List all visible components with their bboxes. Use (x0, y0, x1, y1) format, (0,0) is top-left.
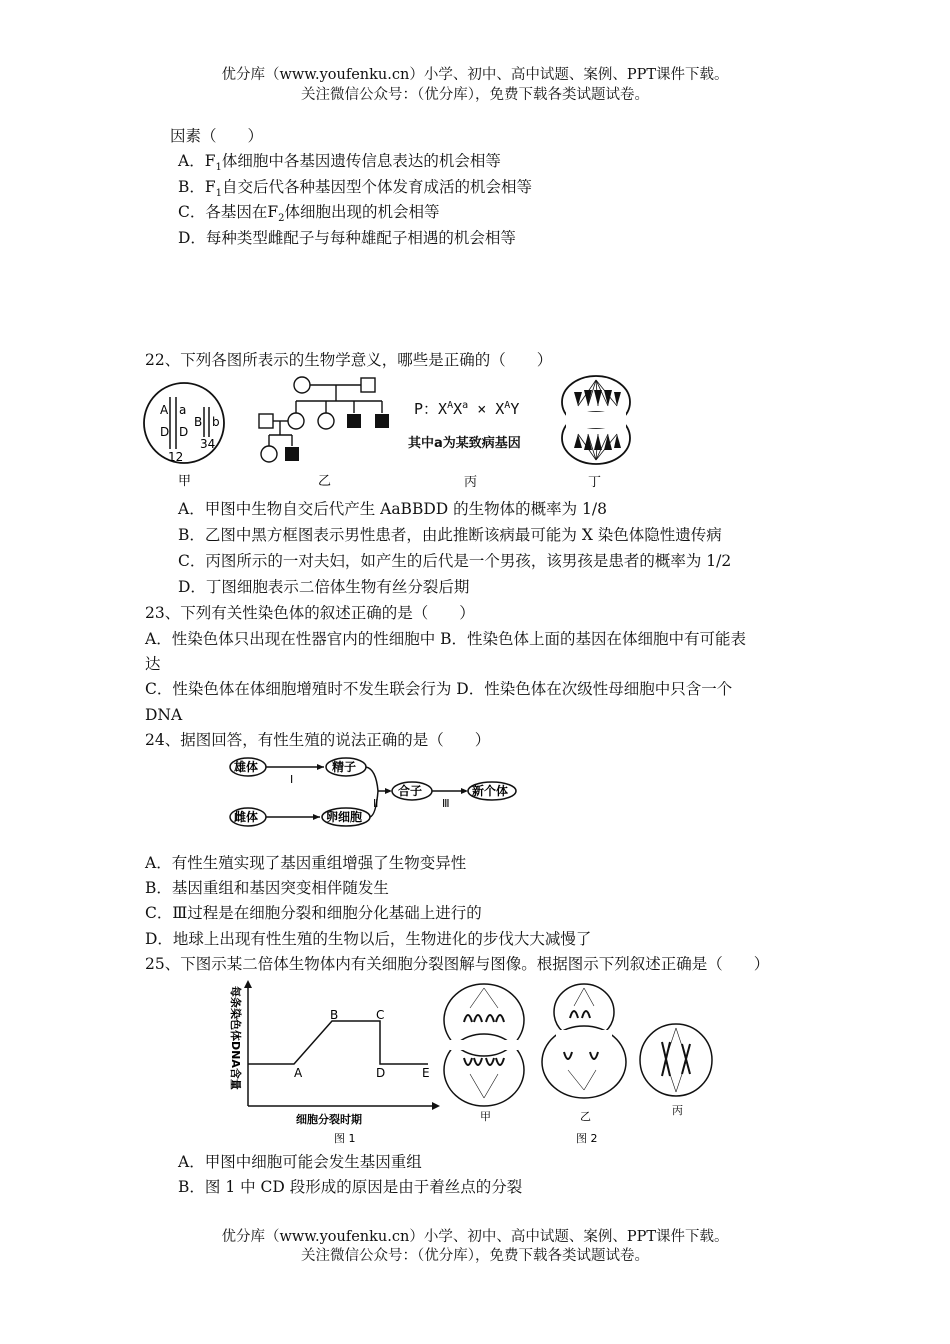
q23-line-3: C．性染色体在体细胞增殖时不发生联会行为 D．性染色体在次级性母细胞中只含一个 (145, 680, 733, 698)
graph-caption: 图 1 (334, 1132, 356, 1145)
q25-stem: 25、下图示某二倍体生物体内有关细胞分裂图解与图像。根据图示下列叙述正确是（ ） (145, 955, 770, 973)
cell-jia (444, 984, 524, 1123)
q25-cells-fig2 (440, 978, 720, 1148)
allele-d-mid: D (179, 425, 189, 439)
q22-stem: 22、下列各图所表示的生物学意义，哪些是正确的（ ） (145, 351, 553, 369)
node-sperm: 精子 (332, 760, 357, 774)
allele-a-lower: a (179, 403, 187, 417)
q21-option-b: B．$F_1$自交后代各种基因型个体发育成活的机会相等 (178, 178, 533, 200)
graph-ylabel: 每条染色体DNA含量 (229, 986, 242, 1090)
point-e: E (422, 1066, 430, 1080)
step-1-label: Ⅰ (290, 773, 294, 786)
gen2-affected-male-1 (347, 414, 361, 428)
graph-xlabel: 细胞分裂时期 (296, 1113, 362, 1126)
gen3-affected-male (285, 447, 299, 461)
q24-stem: 24、据图回答，有性生殖的说法正确的是（ ） (145, 731, 491, 749)
q23-line-2: 达 (145, 655, 161, 673)
gen2-female-2 (318, 413, 334, 429)
q22-option-b: B．乙图中黑方框图表示男性患者，由此推断该病最可能为 X 染色体隐性遗传病 (178, 526, 722, 544)
allele-d-left: D (160, 425, 170, 439)
q21-option-d: D．每种类型雌配子与每种雄配子相遇的机会相等 (178, 229, 516, 247)
q25-option-a: A．甲图中细胞可能会发生基因重组 (178, 1153, 422, 1171)
step-3-label: Ⅲ (442, 797, 450, 810)
q22-option-c: C．丙图所示的一对夫妇，如产生的后代是一个男孩，该男孩是患者的概率为 1/2 (178, 552, 732, 570)
node-female: 雌体 (234, 810, 259, 824)
gen1-male (361, 378, 375, 392)
point-b: B (330, 1008, 339, 1022)
q22-fig-bing-cross: P：$X^AX^a \times X^AY$ (414, 400, 520, 418)
q22-fig-ding-cell (556, 372, 638, 492)
q22-option-d: D．丁图细胞表示二倍体生物有丝分裂后期 (178, 578, 470, 596)
point-d: D (376, 1066, 386, 1080)
q21-option-c: C．各基因在$F_2$体细胞出现的机会相等 (178, 203, 440, 225)
chromosome-numbers-right: 34 (200, 437, 216, 451)
q22-fig-bing-note: 其中a为某致病基因 (408, 436, 521, 451)
q21-tail: 因素（ ） (170, 127, 264, 145)
gen1-female (294, 377, 310, 393)
allele-b-upper: B (194, 415, 203, 429)
q22-option-a: A．甲图中生物自交后代产生 AaBBDD 的生物体的概率为 1/8 (178, 500, 607, 518)
gen2-affected-male-2 (375, 414, 389, 428)
caption-yi: 乙 (318, 474, 332, 489)
footer-line-2: 关注微信公众号：（优分库），免费下载各类试题试卷。 (301, 1248, 649, 1264)
q24-option-b: B．基因重组和基因突变相伴随发生 (145, 879, 389, 897)
caption-ding: 丁 (588, 475, 602, 490)
header-line-1: 优分库（www.youfenku.cn）小学、初中、高中试题、案例、PPT课件下载。 (221, 67, 729, 83)
q22-fig-jia (140, 377, 230, 489)
step-2-label: Ⅱ (373, 797, 379, 810)
q24-option-a: A．有性生殖实现了基因重组增强了生物变异性 (145, 854, 467, 872)
q24-option-c: C．Ⅲ过程是在细胞分裂和细胞分化基础上进行的 (145, 904, 482, 922)
header-line-2: 关注微信公众号：（优分库），免费下载各类试题试卷。 (301, 87, 649, 103)
cell-yi (542, 984, 626, 1123)
gen3-female (261, 446, 277, 462)
cell-bing-label: 丙 (672, 1104, 683, 1117)
allele-b-lower: b (212, 415, 220, 429)
footer-line-1: 优分库（www.youfenku.cn）小学、初中、高中试题、案例、PPT课件下载。 (221, 1229, 729, 1245)
caption-bing: 丙 (464, 475, 478, 490)
q21-option-a: A．$F_1$体细胞中各基因遗传信息表达的机会相等 (178, 152, 501, 174)
cells-caption: 图 2 (576, 1132, 598, 1145)
point-a: A (294, 1066, 303, 1080)
cell-jia-label: 甲 (480, 1110, 491, 1123)
q23-line-4: DNA (145, 706, 183, 724)
node-new-individual: 新个体 (472, 784, 509, 798)
q23-stem: 23、下列有关性染色体的叙述正确的是（ ） (145, 604, 475, 622)
cell-bing (640, 1024, 712, 1117)
caption-jia: 甲 (178, 474, 192, 489)
node-male: 雄体 (234, 760, 259, 774)
q24-option-d: D．地球上出现有性生殖的生物以后，生物进化的步伐大大减慢了 (145, 930, 592, 948)
gen2-female-1 (288, 413, 304, 429)
q25-graph-fig1 (222, 978, 444, 1148)
q25-option-b: B．图 1 中 CD 段形成的原因是由于着丝点的分裂 (178, 1178, 523, 1196)
node-zygote: 合子 (398, 784, 423, 798)
point-c: C (376, 1008, 385, 1022)
q24-flow-diagram (226, 755, 526, 833)
allele-a-upper: A (160, 403, 169, 417)
q22-fig-yi-pedigree (252, 375, 400, 489)
gen2-male-in-law (259, 414, 273, 428)
node-egg: 卵细胞 (326, 810, 363, 824)
cell-yi-label: 乙 (580, 1110, 591, 1123)
chromosome-numbers-left: 12 (168, 450, 184, 464)
dna-content-curve (248, 1021, 428, 1064)
q23-line-1: A．性染色体只出现在性器官内的性细胞中 B．性染色体上面的基因在体细胞中有可能表 (145, 630, 747, 648)
